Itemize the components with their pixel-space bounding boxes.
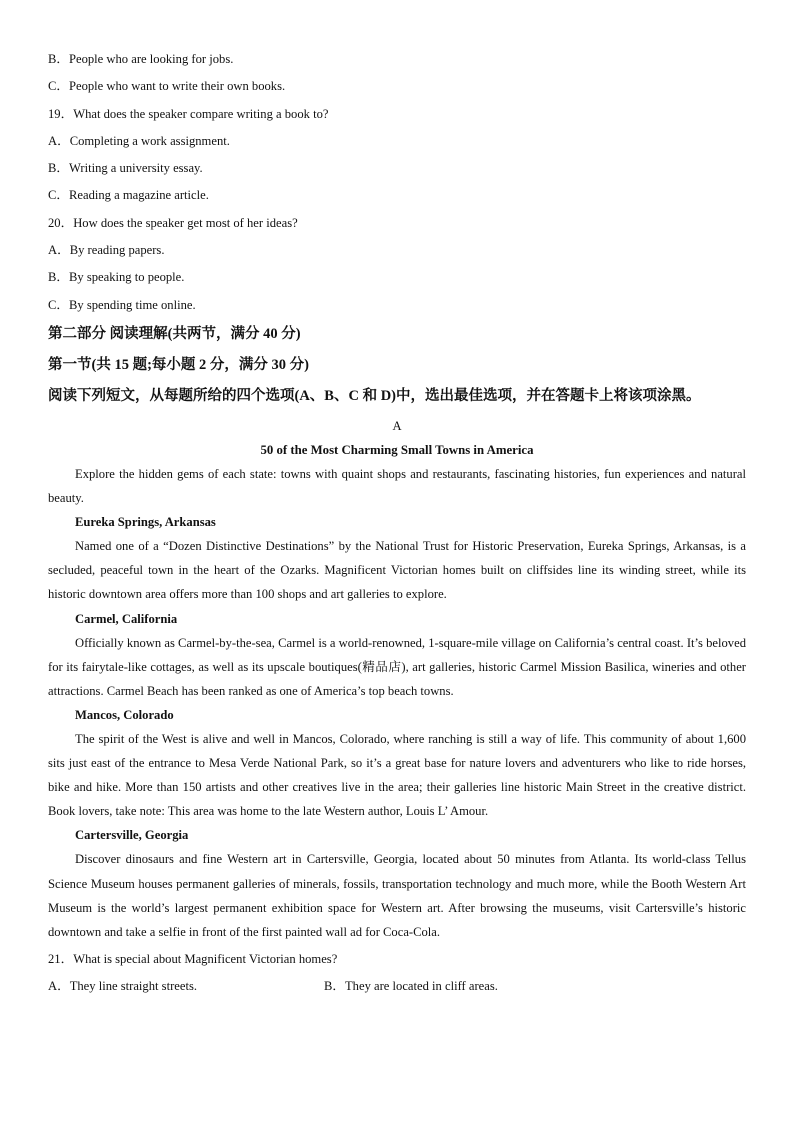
option-19-a: A．Completing a work assignment. [48,133,230,148]
question-21-options [48,973,746,1000]
exam-page [48,46,746,1000]
option-21-b: B．They are located in cliff areas. [324,979,498,994]
option-18-b: B．People who are looking for jobs. [48,52,234,66]
option-18-c: C．People who want to write their own books. [48,79,286,94]
option-19-c: C．Reading a magazine article. [48,188,209,203]
town-text-mancos: The spirit of the West is alive and well in Mancos, Colorado, where ranching is still a way of life. This community of about 1,600 sits just east of the entrance to Mesa Verde National Park, so it’s a great base for nature lovers and adventurers who like to ride horses, bike and hike. More than 150 artists and other creatives live in the area; their galleries line historic Main Street in the creative district. Book lovers, take note: This area was home to the late Western author, Louis L’ Amour. [48,732,746,819]
reading-instruction: 阅读下列短文，从每题所给的四个选项(A、B、C 和 D)中，选出最佳选项，并在答题卡上将该项涂黑。 [48,387,701,404]
option-19-b: B．Writing a university essay. [48,161,203,176]
listening-questions [48,46,746,319]
option-21-a: A．They line straight streets. [48,979,197,994]
town-heading-cartersville: Cartersville, Georgia [75,828,189,843]
town-heading-mancos: Mancos, Colorado [75,707,174,722]
section1-header: 第一节(共 15 题;每小题 2 分，满分 30 分) [48,356,309,373]
part2-header: 第二部分 阅读理解(共两节，满分 40 分) [48,325,301,342]
town-text-cartersville: Discover dinosaurs and fine Western art in Cartersville, Georgia, located about 50 minutes from Atlanta. Its world-class Tellus Science Museum houses permanent galleries of minerals, fossils, transportation technology and much more, while the Booth Western Art Museum is the world’s largest permanent exhibition space for Western art. After browsing the museums, visit Cartersville’s historic downtown and take a selfie in front of the first painted wall ad for Coca-Cola. [48,852,746,939]
passage-title: 50 of the Most Charming Small Towns in America [260,442,534,457]
question-21: 21．What is special about Magnificent Victorian homes? [48,951,338,966]
town-text-carmel: Officially known as Carmel-by-the-sea, Carmel is a world-renowned, 1-square-mile village on California’s central coast. It’s beloved for its fairytale-like cottages, as well as its upscale boutiques(精品店), art galleries, historic Carmel Mission Basilica, wineries and other attractions. Carmel Beach has been ranked as one of America’s top beach towns. [48,635,746,698]
question-20: 20．How does the speaker get most of her ideas? [48,215,298,230]
option-20-a: A．By reading papers. [48,243,165,258]
option-20-b: B．By speaking to people. [48,270,185,285]
option-20-c: C．By spending time online. [48,297,196,312]
passage-intro: Explore the hidden gems of each state: towns with quaint shops and restaurants, fascinating histories, fun experiences and natural beauty. [48,466,746,506]
passage-letter: A [392,418,402,433]
town-heading-carmel: Carmel, California [75,611,178,626]
town-text-eureka: Named one of a “Dozen Distinctive Destinations” by the National Trust for Historic Preservation, Eureka Springs, Arkansas, is a secluded, peaceful town in the heart of the Ozarks. Magnificent Victorian homes built on cliffsides line its winding street, while its historic downtown area offers more than 100 shops and art galleries to explore. [48,539,746,602]
question-19: 19．What does the speaker compare writing a book to? [48,106,329,121]
town-heading-eureka: Eureka Springs, Arkansas [75,515,216,530]
